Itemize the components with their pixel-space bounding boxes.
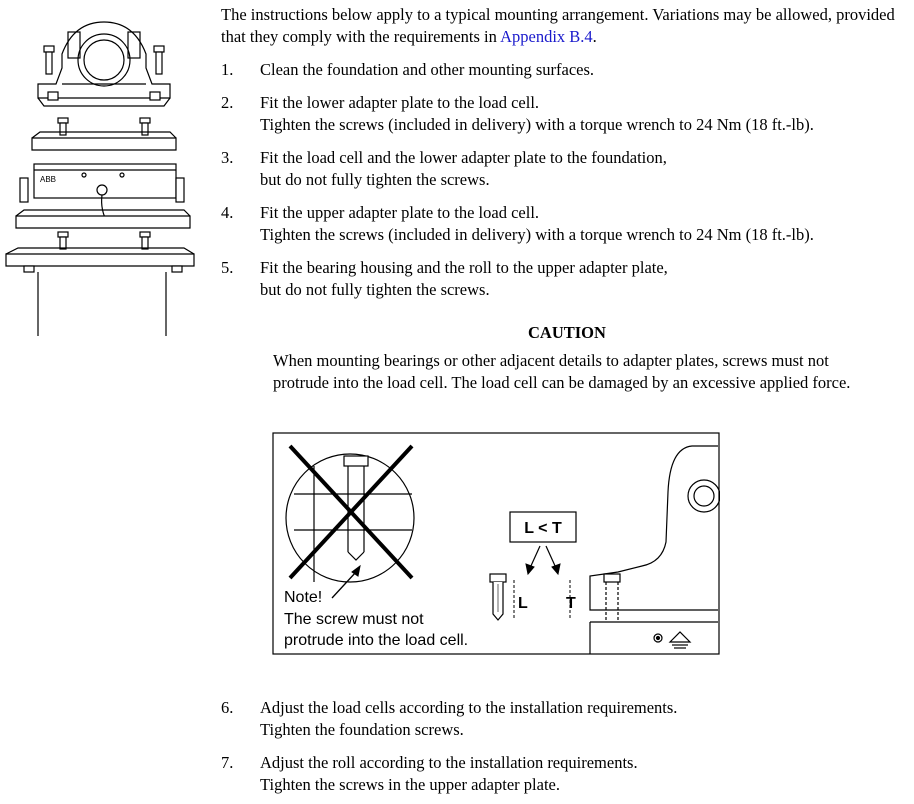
load-cell [34, 164, 176, 224]
intro-paragraph [221, 4, 911, 48]
note-line: The screw must not [284, 611, 424, 628]
step-text: Fit the load cell and the lower adapter plate to the foundation, but do not fully tighten the screws. [260, 148, 667, 189]
step-text: Fit the bearing housing and the roll to the upper adapter plate, but do not fully tighten the screws. [260, 258, 668, 299]
step-number: 3. [221, 148, 234, 167]
caution-body: When mounting bearings or other adjacent details to adapter plates, screws must not protrude into the load cell. The load cell can be damaged by an excessive applied force. [273, 351, 851, 392]
step-number: 5. [221, 258, 234, 277]
formula-label: L < T [524, 520, 562, 537]
step-number: 6. [221, 698, 234, 717]
intro-text-end: . [592, 27, 597, 46]
caution-screw-figure [272, 432, 720, 656]
step-number: 7. [221, 753, 234, 772]
step-text: Clean the foundation and other mounting surfaces. [260, 60, 595, 79]
step-text: Fit the lower adapter plate to the load cell. Tighten the screws (included in delivery) with a torque wrench to 24 Nm (18 ft.-lb). [260, 93, 814, 134]
exploded-assembly-figure [4, 10, 200, 340]
caution-title: CAUTION [528, 323, 606, 342]
screws-foundation [58, 232, 150, 249]
step-text: Adjust the load cells according to the installation requirements. Tighten the foundation screws. [260, 698, 678, 739]
bearing-housing [38, 22, 170, 106]
step-number: 4. [221, 203, 234, 222]
step-number: 2. [221, 93, 234, 112]
note-line: protrude into the load cell. [284, 632, 469, 649]
abb-brand-label: ABB [40, 175, 57, 184]
screw-l [490, 574, 506, 620]
step-text: Adjust the roll according to the installation requirements. Tighten the screws in the upper adapter plate. [260, 753, 638, 794]
step-number: 1. [221, 60, 234, 79]
label-t: T [566, 595, 576, 612]
upper-adapter-plate [32, 132, 176, 150]
foundation [6, 248, 194, 336]
note-title: Note! [284, 589, 323, 606]
appendix-link[interactable]: Appendix B.4 [500, 27, 593, 46]
step-text: Fit the upper adapter plate to the load cell. Tighten the screws (included in delivery) with a torque wrench to 24 Nm (18 ft.-lb). [260, 203, 814, 244]
label-l: L [518, 595, 528, 612]
intro-text: The instructions below apply to a typical mounting arrangement. Variations may be allowed, provided that they comply with the requirements in [221, 5, 895, 46]
